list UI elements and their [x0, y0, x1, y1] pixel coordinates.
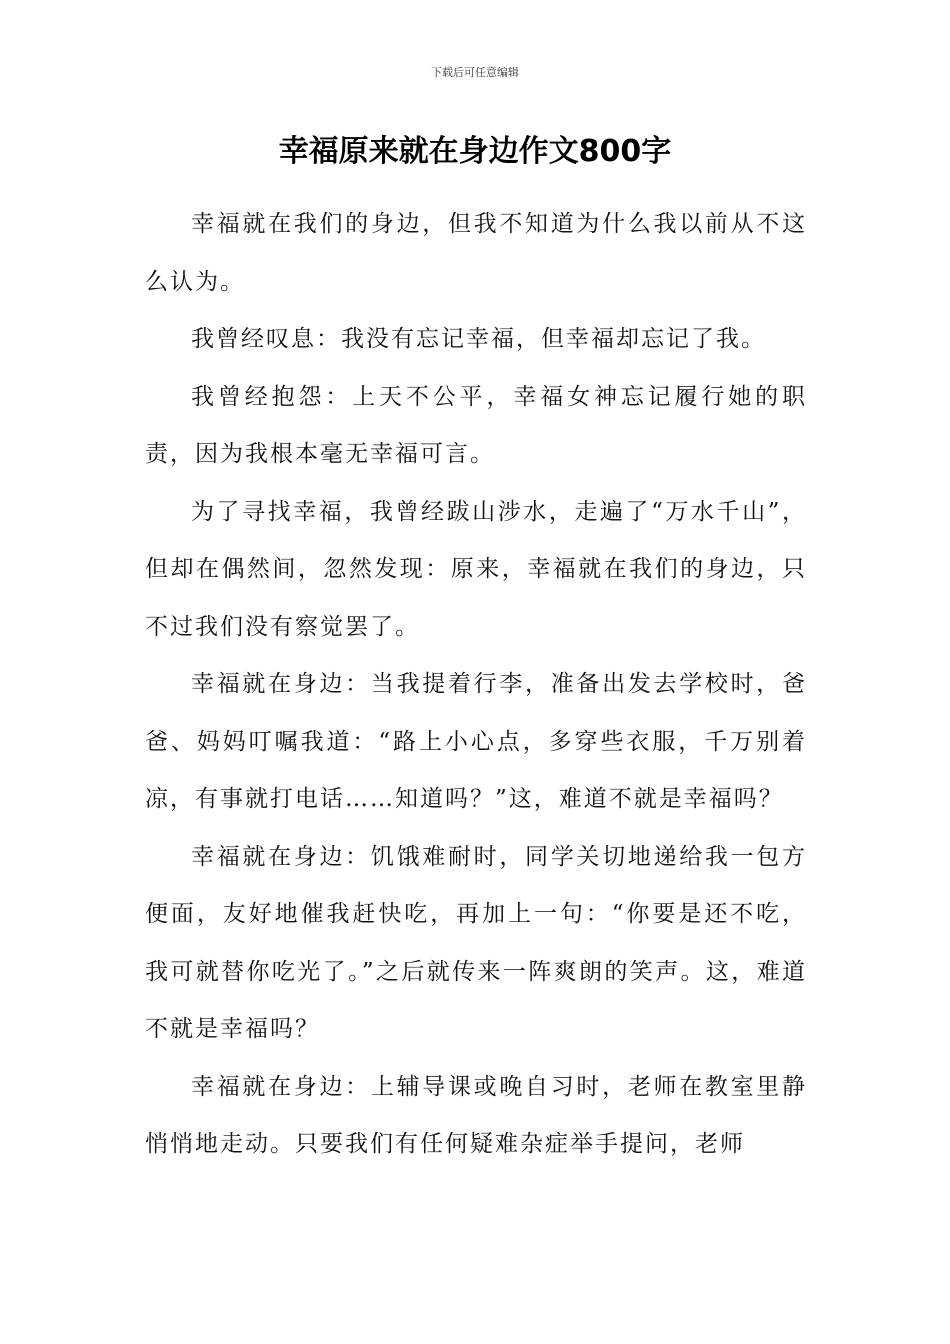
- paragraph: 幸福就在身边：当我提着行李，准备出发去学校时，爸爸、妈妈叮嘱我道：“路上小心点，多穿些衣服，千万别着凉，有事就打电话……知道吗？”这，难道不就是幸福吗？: [145, 671, 807, 812]
- paragraph: 幸福就在身边：饥饿难耐时，同学关切地递给我一包方便面，友好地催我赶快吃，再加上一句：“你要是还不吃，我可就替你吃光了。”之后就传来一阵爽朗的笑声。这，难道不就是幸福吗？: [145, 843, 807, 1042]
- document-body: [145, 196, 807, 1174]
- document-title: 幸福原来就在身边作文800字: [278, 134, 672, 169]
- paragraph: 幸福就在身边：上辅导课或晚自习时，老师在教室里静悄悄地走动。只要我们有任何疑难杂症举手提问，老师: [145, 1073, 807, 1157]
- paragraph: 幸福就在我们的身边，但我不知道为什么我以前从不这么认为。: [145, 211, 807, 295]
- header-note: 下载后可任意编辑: [431, 66, 519, 79]
- paragraph: 为了寻找幸福，我曾经跋山涉水，走遍了“万水千山”，但却在偶然间，忽然发现：原来，幸福就在我们的身边，只不过我们没有察觉罢了。: [145, 498, 807, 640]
- paragraph: 我曾经抱怨：上天不公平，幸福女神忘记履行她的职责，因为我根本毫无幸福可言。: [145, 383, 807, 467]
- paragraph: 我曾经叹息：我没有忘记幸福，但幸福却忘记了我。: [191, 326, 766, 352]
